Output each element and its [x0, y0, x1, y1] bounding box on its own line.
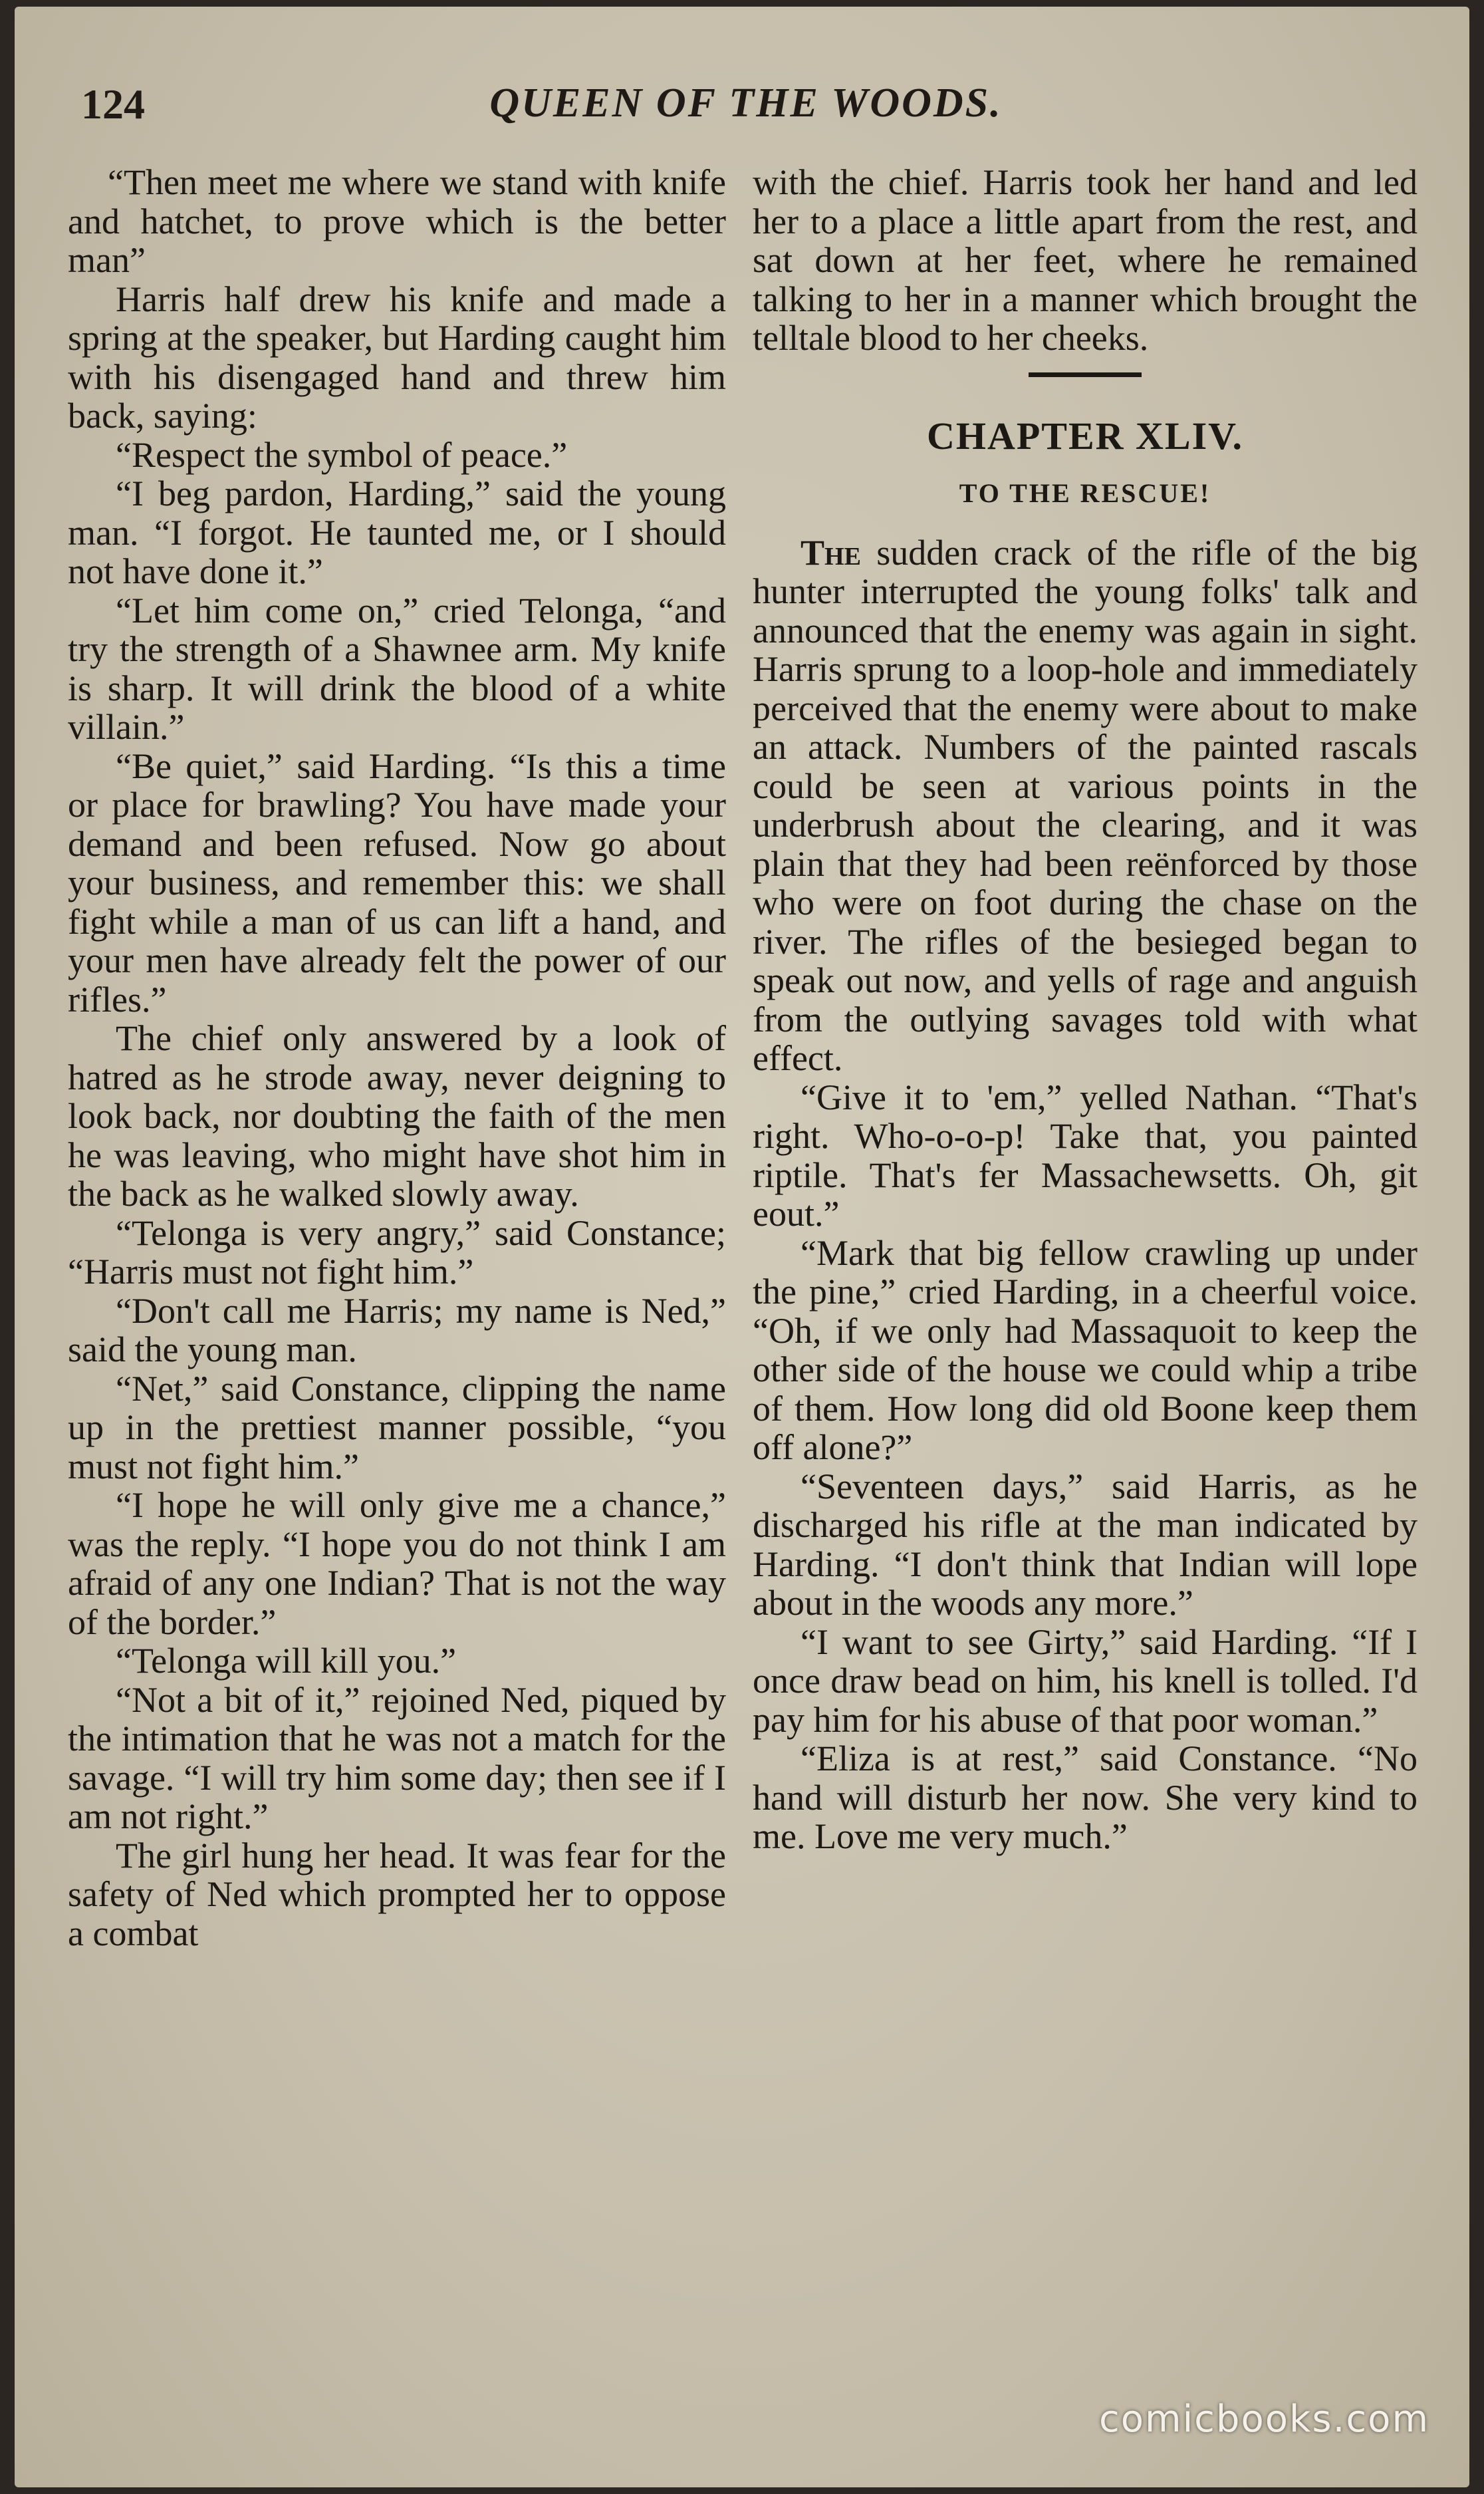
- paragraph: The girl hung her head. It was fear for the safety of Ned which prompted her to oppose a combat: [68, 1835, 726, 1953]
- right-column: [753, 163, 1418, 1856]
- paragraph: “Be quiet,” said Harding. “Is this a time or place for brawling? You have made your demand and been refused. Now go about your business, and remember this: we shall fight while a man of us can lift a hand, and your men have already felt the power of our rifles.”: [68, 746, 726, 1020]
- opening-word: The: [801, 532, 861, 573]
- paragraph: “Net,” said Constance, clipping the name up in the prettiest manner possible, “you must not fight him.”: [68, 1368, 726, 1486]
- paragraph: “Not a bit of it,” rejoined Ned, piqued by the intimation that he was not a match for the savage. “I will try him some day; then see if I am not right.”: [68, 1679, 726, 1836]
- paragraph: “Seventeen days,” said Harris, as he discharged his rifle at the man indicated by Harding. “I don't think that Indian will lope about in the woods any more.”: [753, 1466, 1418, 1623]
- paragraph: “I want to see Girty,” said Harding. “If I once draw bead on him, his knell is tolled. I'd pay him for his abuse of that poor woman.”: [753, 1621, 1418, 1740]
- section-divider: [1029, 372, 1142, 377]
- paragraph: “Mark that big fellow crawling up under the pine,” cried Harding, in a cheerful voice. “Oh, if we only had Massaquoit to keep the other side of the house we could whip a tribe of them. How long did old Boone keep them off alone?”: [753, 1232, 1418, 1467]
- paragraph: “Then meet me where we stand with knife and hatchet, to prove which is the better man”: [68, 162, 726, 280]
- left-column: [68, 163, 726, 1953]
- paragraph: “Give it to 'em,” yelled Nathan. “That's right. Who-o-o-p! Take that, you painted riptile. That's fer Massachewsetts. Oh, git eout.”: [753, 1077, 1418, 1234]
- paragraph: “Telonga will kill you.”: [116, 1641, 457, 1681]
- paragraph-continued: with the chief. Harris took her hand and led her to a place a little apart from the rest, and sat down at her feet, where he remained talking to her in a manner which brought the telltale blood to her cheeks.: [753, 162, 1418, 358]
- paragraph: “I beg pardon, Harding,” said the young man. “I forgot. He taunted me, or I should not have done it.”: [68, 474, 726, 591]
- paragraph: “Respect the symbol of peace.”: [116, 434, 568, 475]
- book-page: [15, 7, 1469, 2487]
- chapter-subtitle: TO THE RESCUE!: [959, 478, 1211, 508]
- site-watermark: comicbooks.com: [1098, 2398, 1429, 2441]
- chapter-opening-paragraph: [753, 533, 1418, 1078]
- paragraph: “Telonga is very angry,” said Constance; “Harris must not fight him.”: [68, 1212, 726, 1292]
- page-number: 124: [81, 80, 145, 128]
- paragraph: “I hope he will only give me a chance,” was the reply. “I hope you do not think I am afraid of any one Indian? That is not the way of the border.”: [68, 1485, 726, 1642]
- paragraph: “Don't call me Harris; my name is Ned,” said the young man.: [68, 1290, 726, 1369]
- running-title: QUEEN OF THE WOODS.: [489, 80, 1003, 126]
- paragraph: “Let him come on,” cried Telonga, “and try the strength of a Shawnee arm. My knife is sharp. It will drink the blood of a white villain.”: [68, 590, 726, 747]
- paragraph: The chief only answered by a look of hatred as he strode away, never deigning to look back, nor doubting the faith of the men he was leaving, who might have shot him in the back as he walked slowly away.: [68, 1018, 726, 1214]
- paragraph: “Eliza is at rest,” said Constance. “No hand will disturb her now. She very kind to me. Love me very much.”: [753, 1738, 1418, 1856]
- opening-text: sudden crack of the rifle of the big hunter interrupted the young folks' talk and announced that the enemy was again in sight. Harris sprung to a loop-hole and immediately perceived that the enemy were about to make an attack. Numbers of the painted rascals could be seen at various points in the underbrush about the clearing, and it was plain that they had been reënforced by those who were on foot during the chase on the river. The rifles of the besieged began to speak out now, and yells of rage and anguish from the outlying savages told with what effect.: [753, 532, 1418, 1078]
- chapter-title: CHAPTER XLIV.: [926, 414, 1244, 458]
- page-header: [74, 80, 1418, 140]
- paragraph: Harris half drew his knife and made a spring at the speaker, but Harding caught him with his disengaged hand and threw him back, saying:: [68, 279, 726, 436]
